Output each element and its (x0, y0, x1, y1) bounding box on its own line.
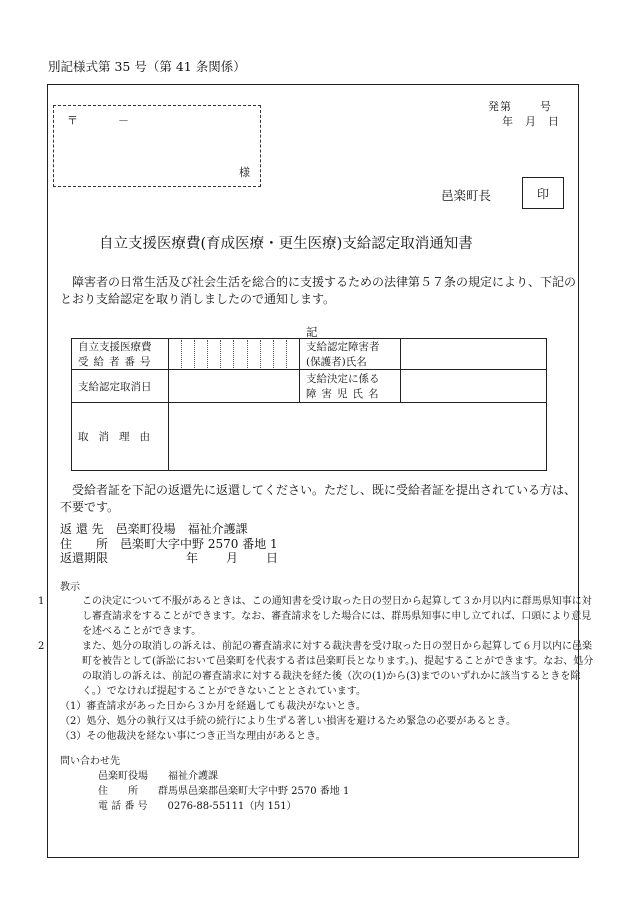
return-deadline-label: 返還期限 (60, 551, 109, 565)
issue-number-prefix: 発第 (488, 100, 512, 113)
instruction-item-2-text: また、処分の取消しの訴えは、前記の審査請求に対する裁決書を受け取った日の翌日から起算して６月以内に邑楽町を被告として(訴訟において邑楽町を代表する者は邑楽町長となります。)、提起することができます。なお、処分の取消しの訴えは、前記の審査請求に対する裁決を経た後（次の(1)から(3)までのいずれかに該当するときを除く。）でなければ提起することができないこととされています。 (82, 641, 594, 697)
recipient-number-label-line2: 受給者番号 (78, 356, 156, 368)
instruction-item-1-number: 1 (38, 596, 45, 607)
patient-name-field[interactable] (401, 339, 547, 370)
instruction-sub-1: （1）審査請求があった日から３か月を経過しても裁決がないとき。 (60, 701, 366, 712)
contact-addr-value: 群馬県邑楽郡邑楽町大字中野 2570 番地 1 (158, 786, 350, 797)
issue-date (502, 113, 559, 129)
ki-label: 記 (306, 325, 318, 339)
address-box (53, 105, 261, 187)
contact-phone (98, 799, 297, 814)
return-destination (60, 522, 248, 537)
contact-address (98, 784, 349, 799)
zip-mark: 〒 (67, 114, 78, 127)
return-addr-value: 邑楽町大字中野 2570 番地 1 (120, 537, 278, 551)
recipient-number-label-line1: 自立支援医療費 (78, 341, 152, 353)
instruction-item-1 (38, 594, 598, 639)
instruction-item-2 (38, 639, 598, 699)
issuer-name: 邑楽町長 (441, 188, 492, 203)
issue-number-suffix: 号 (540, 100, 552, 113)
reason-label: 取消理由 (72, 403, 169, 471)
instruction-sub-2: （2）処分、処分の執行又は手続の続行により生ずる著しい損害を避けるため緊急の必要があるとき。 (60, 716, 516, 727)
page-title: 自立支援医療費(育成医療・更生医療)支給認定取消通知書 (99, 236, 473, 252)
certification-table (71, 338, 547, 471)
seal-label: 印 (536, 186, 549, 201)
cancel-date-field[interactable] (169, 370, 300, 403)
return-addr-label: 住 所 (60, 537, 109, 551)
return-deadline-day: 日 (266, 551, 279, 565)
return-dest-label: 返 還 先 (60, 522, 104, 536)
child-name-field[interactable] (401, 370, 547, 403)
intro-paragraph: 障害者の日常生活及び社会生活を総合的に支援するための法律第５７条の規定により、下記のとおり支給認定を取り消しましたので通知します。 (60, 275, 577, 306)
contact-office (98, 769, 218, 784)
recipient-number-field[interactable] (169, 339, 300, 370)
contact-heading: 問い合わせ先 (60, 756, 120, 767)
issue-number (488, 98, 552, 114)
instruction-item-1-text: この決定について不服があるときは、この通知書を受け取った日の翌日から起算して３か月以内に群馬県知事に対し審査請求をすることができます。なお、審査請求をした場合には、群馬県知事に申し立てれば、口頭により意見を述べることができます。 (82, 596, 592, 637)
instruction-sub-3: （3）その他裁決を経ない事につき正当な理由があるとき。 (60, 731, 326, 742)
return-dest-value: 邑楽町役場 福祉介護課 (115, 522, 248, 536)
issue-year: 年 (502, 115, 513, 128)
child-name-label-line2: 障害児氏名 (306, 388, 384, 400)
instructions-heading: 教示 (60, 582, 80, 593)
contact-addr-label: 住 所 (98, 786, 138, 797)
recipient-number-label (72, 339, 169, 370)
instruction-item-2-number: 2 (38, 641, 45, 652)
child-name-label (300, 370, 401, 403)
form-number: 別記様式第 35 号（第 41 条関係） (48, 59, 246, 74)
issue-month: 月 (525, 115, 536, 128)
seal-box (522, 177, 564, 209)
reason-field[interactable] (169, 403, 547, 471)
honorific: 様 (239, 166, 250, 179)
return-deadline-year: 年 (186, 551, 199, 565)
patient-name-label-line2: (保護者)氏名 (306, 356, 367, 368)
issue-day: 日 (548, 115, 559, 128)
contact-tel-value: 0276-88-55111（内 151） (167, 801, 297, 812)
return-note: 受給者証を下記の返還先に返還してください。ただし、既に受給者証を提出されている方は、不要です。 (60, 483, 577, 514)
contact-tel-label: 電 話 番 号 (98, 801, 148, 812)
cancel-date-label: 支給認定取消日 (72, 370, 169, 403)
return-address (60, 537, 278, 552)
contact-office-label: 邑楽町役場 (98, 771, 148, 782)
patient-name-label (300, 339, 401, 370)
zip-dash: － (118, 114, 129, 127)
child-name-label-line1: 支給決定に係る (306, 373, 380, 385)
contact-office-value: 福祉介護課 (168, 771, 218, 782)
patient-name-label-line1: 支給認定障害者 (306, 341, 380, 353)
return-deadline-month: 月 (226, 551, 239, 565)
return-deadline (60, 551, 278, 566)
